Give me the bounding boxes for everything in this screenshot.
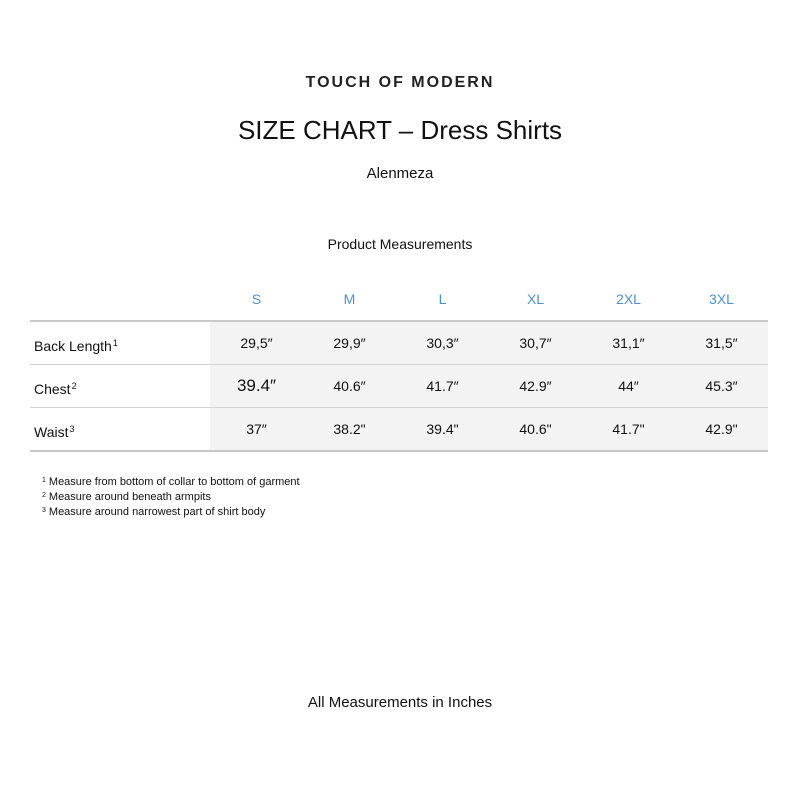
size-header: 3XL [709,291,734,307]
footnote: $^3$ Measure around narrowest part of shirt body [42,506,266,518]
row-values [210,322,768,364]
table-cell: 42.9″ [519,378,552,394]
row-label: Waist$^3$ [30,408,210,450]
table-cell: 44″ [618,378,639,394]
table-row [30,408,768,452]
section-title: Product Measurements [327,236,473,252]
page-title: SIZE CHART – Dress Shirts [237,115,563,145]
table-cell: 37″ [246,421,267,437]
table-cell: 38.2" [333,421,366,437]
size-header: XL [526,291,545,307]
table-cell: 39.4" [426,421,459,437]
row-label: Back Length$^1$ [30,322,210,364]
brand-name: Alenmeza [366,165,434,182]
table-cell: 41.7" [612,421,645,437]
footnote-mark: 2 [71,381,77,391]
table-cell: 31,5″ [705,335,738,351]
table-cell: 31,1″ [612,335,645,351]
table-row [30,365,768,408]
table-cell: 42.9" [705,421,738,437]
table-cell: 41.7″ [426,378,459,394]
footnote-mark: 1 [112,338,118,348]
table-row [30,322,768,365]
table-cell: 39.4″ [236,376,277,395]
size-header: 2XL [616,291,641,307]
size-header: S [251,291,262,307]
brand-logo: TOUCH OF MODERN [305,74,495,91]
size-header: M [343,291,356,307]
table-cell: 40.6" [519,421,552,437]
size-table [30,278,768,452]
table-cell: 29,9″ [333,335,366,351]
footnote-mark: 3 [69,424,75,434]
footnote: $^2$ Measure around beneath armpits [42,491,211,503]
footnote: $^1$ Measure from bottom of collar to bottom of garment [42,476,300,488]
table-cell: 29,5″ [240,335,273,351]
table-cell: 40.6″ [333,378,366,394]
table-cell: 45.3″ [705,378,738,394]
row-values [210,408,768,450]
row-values [210,365,768,407]
size-header: L [438,291,447,307]
footnotes [42,474,300,519]
table-header-row [30,278,768,322]
row-label: Chest$^2$ [30,365,210,407]
table-cell: 30,7″ [519,335,552,351]
table-cell: 30,3″ [426,335,459,351]
units-note: All Measurements in Inches [307,694,493,711]
